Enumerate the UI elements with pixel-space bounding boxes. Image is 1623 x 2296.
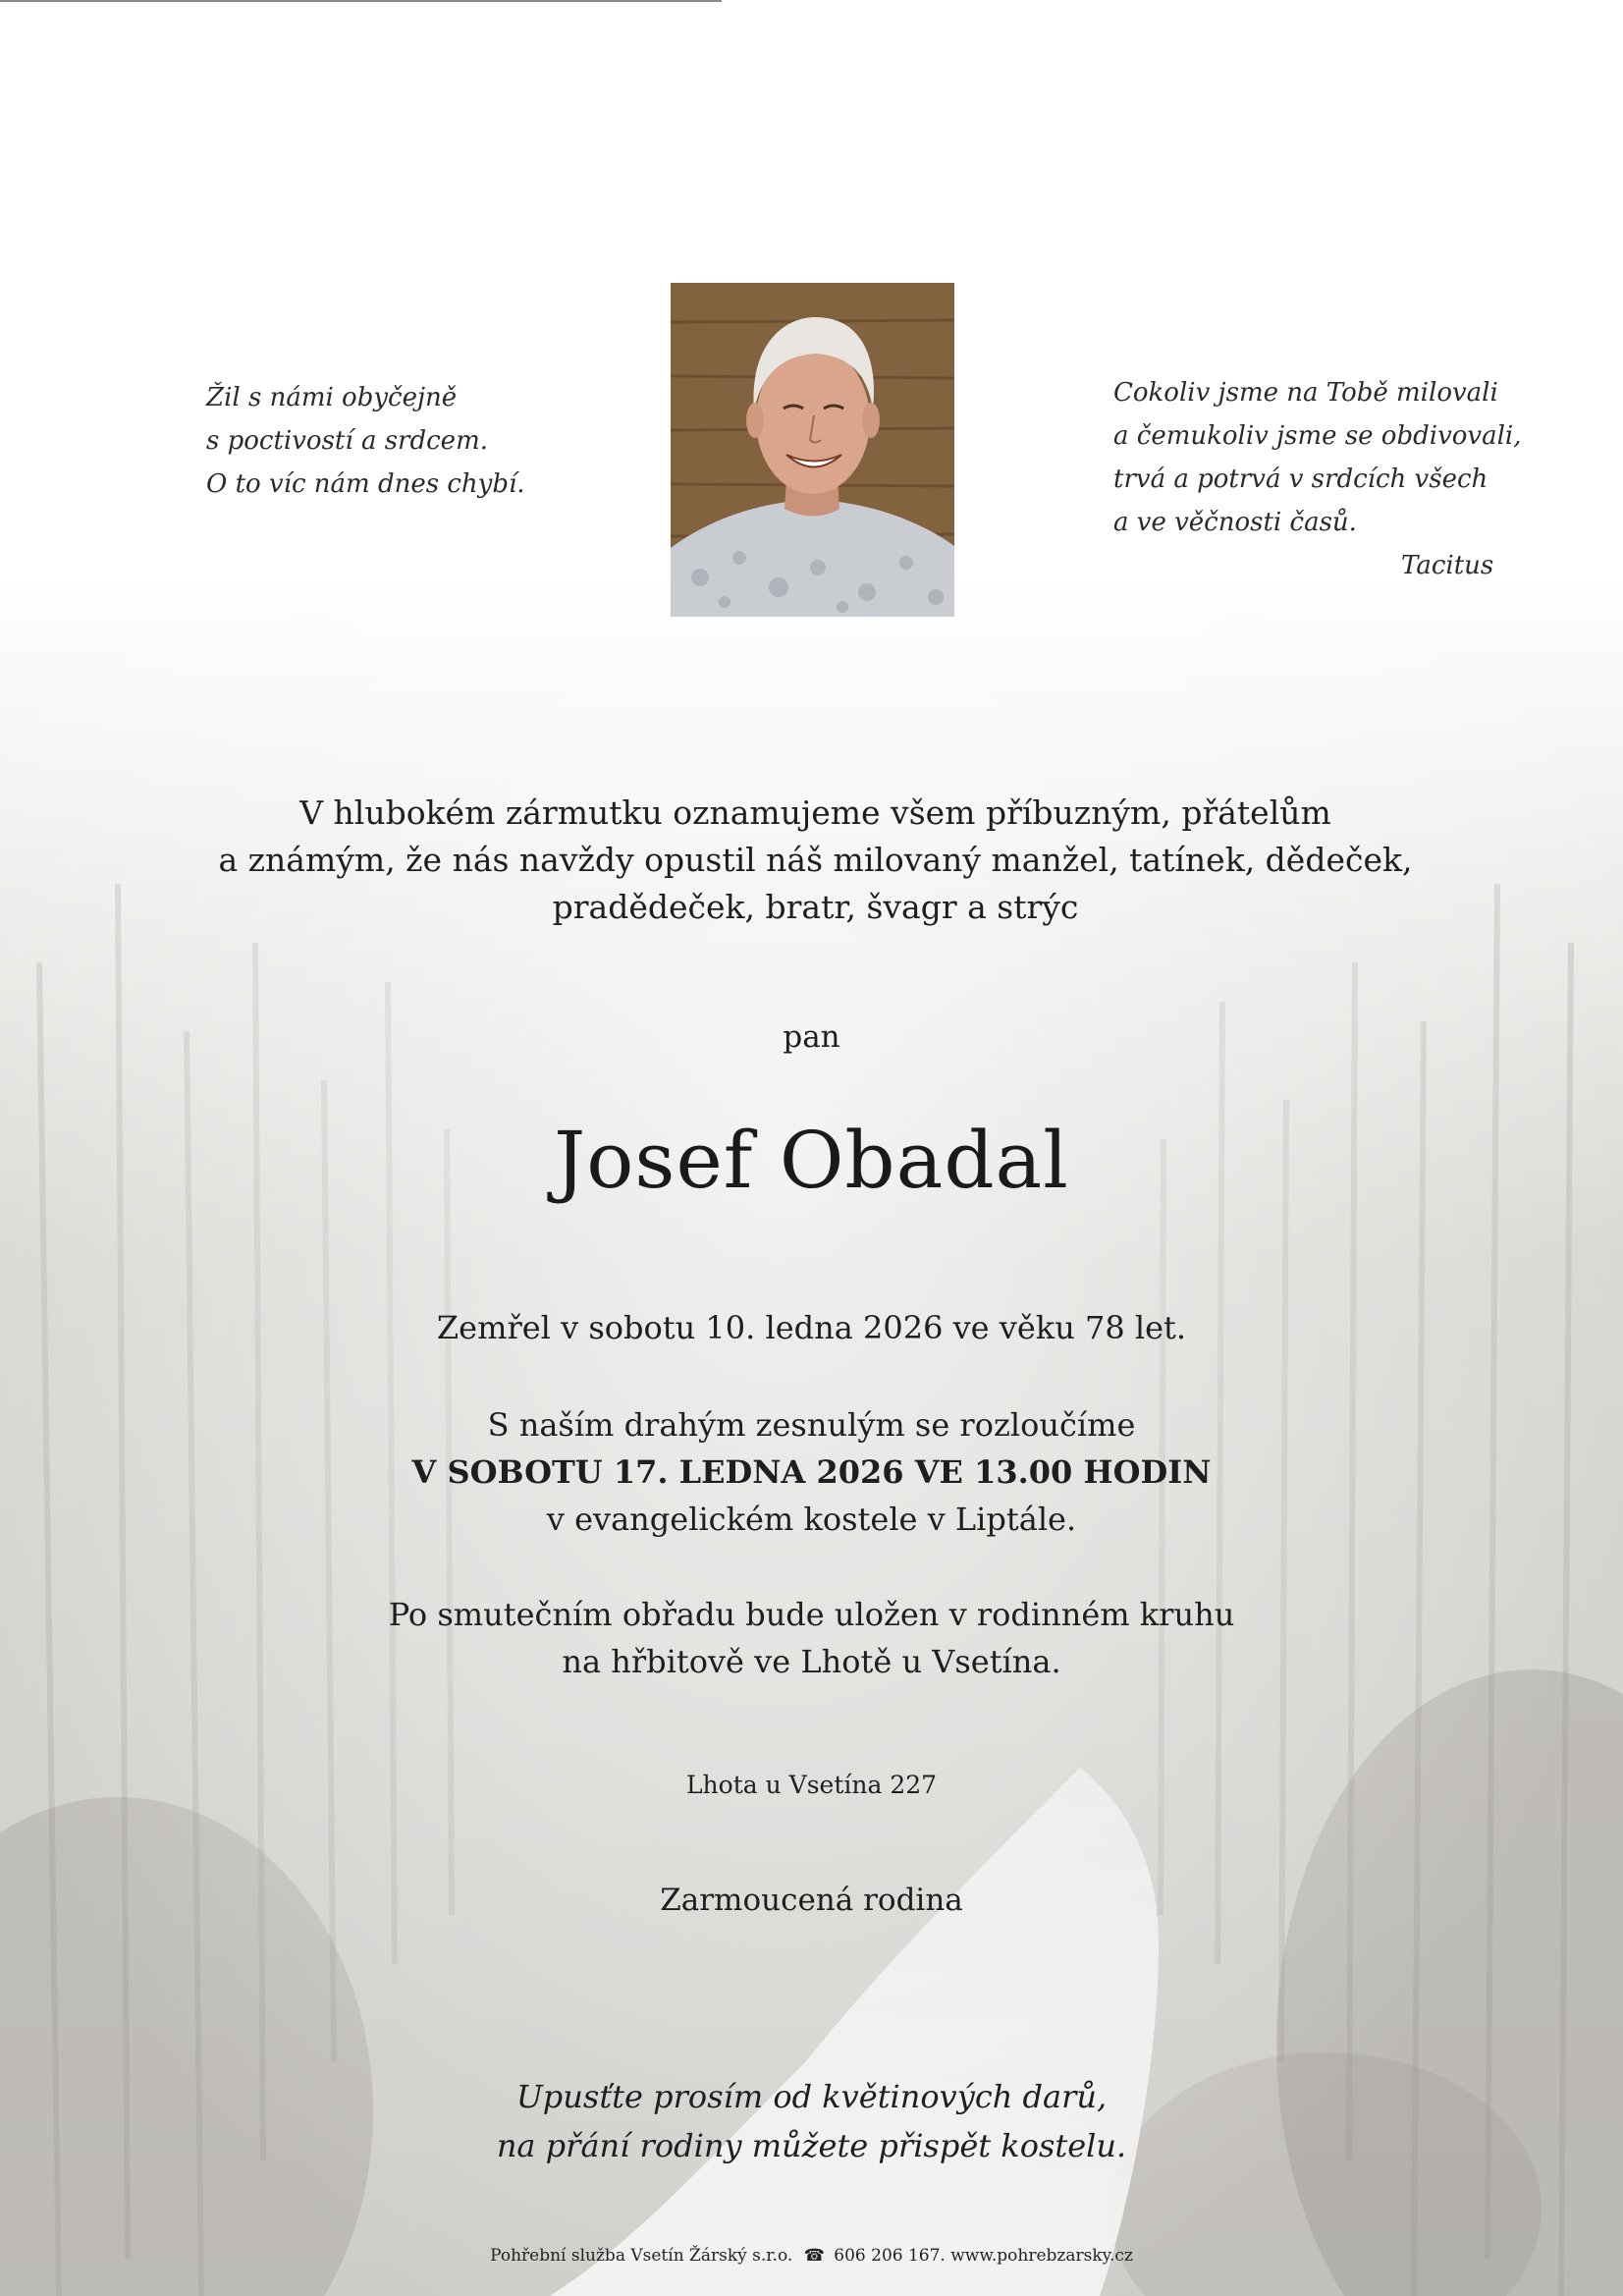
footer-website: www.pohrebzarsky.cz (950, 2246, 1133, 2266)
deceased-portrait-photo (671, 283, 954, 617)
poem-right-line: a ve věčnosti časů. (1113, 508, 1357, 537)
footer-company: Pohřební služba Vsetín Žárský s.r.o. (490, 2246, 793, 2266)
poem-right (1113, 371, 1522, 587)
honorific: pan (783, 1019, 840, 1055)
poem-left-line: s poctivostí a srdcem. (206, 426, 488, 456)
deceased-name: Josef Obadal (554, 1115, 1069, 1206)
death-info-line: Zemřel v sobotu 10. ledna 2026 ve věku 78 let. (436, 1309, 1187, 1346)
farewell-date-time: V SOBOTU 17. LEDNA 2026 VE 13.00 HODIN (411, 1453, 1212, 1491)
farewell-place: v evangelickém kostele v Liptále. (546, 1501, 1077, 1538)
announcement-line: a známým, že nás navždy opustil náš milovaný manžel, tatínek, dědeček, (218, 841, 1413, 879)
poem-left-line: O to víc nám dnes chybí. (206, 469, 525, 499)
family-signature: Zarmoucená rodina (660, 1883, 963, 1918)
poem-left (206, 376, 525, 506)
poem-author: Tacitus (1401, 551, 1494, 580)
announcement-line: pradědeček, bratr, švagr a strýc (552, 888, 1079, 926)
funeral-service-footer (0, 2244, 1623, 2268)
announcement-line: V hlubokém zármutku oznamujeme všem příbuzným, přátelům (299, 793, 1331, 832)
flowers-note (0, 2072, 1623, 2170)
burial-line: Po smutečním obřadu bude uložen v rodinném kruhu (388, 1596, 1235, 1633)
poem-right-line: Cokoliv jsme na Tobě milovali (1113, 378, 1498, 408)
poem-left-line: Žil s námi obyčejně (206, 383, 458, 412)
footer-phone: 606 206 167. (834, 2246, 946, 2266)
burial-line: na hřbitově ve Lhotě u Vsetína. (562, 1643, 1061, 1680)
farewell-line: S naším drahým zesnulým se rozloučíme (487, 1406, 1136, 1444)
poem-right-line: a čemukoliv jsme se obdivovali, (1113, 421, 1522, 451)
farewell-info (0, 1401, 1623, 1543)
flowers-note-line: na přání rodiny můžete přispět kostelu. (496, 2127, 1127, 2164)
announcement-text (0, 790, 1623, 931)
flowers-note-line: Upusťte prosím od květinových darů, (515, 2078, 1108, 2115)
poem-right-line: trvá a potrvá v srdcích všech (1113, 465, 1488, 494)
top-scan-edge-line (0, 0, 722, 2)
death-info (0, 1304, 1623, 1351)
burial-info (0, 1591, 1623, 1685)
phone-icon: ☎ (803, 2246, 825, 2266)
family-address: Lhota u Vsetína 227 (685, 1771, 938, 1799)
